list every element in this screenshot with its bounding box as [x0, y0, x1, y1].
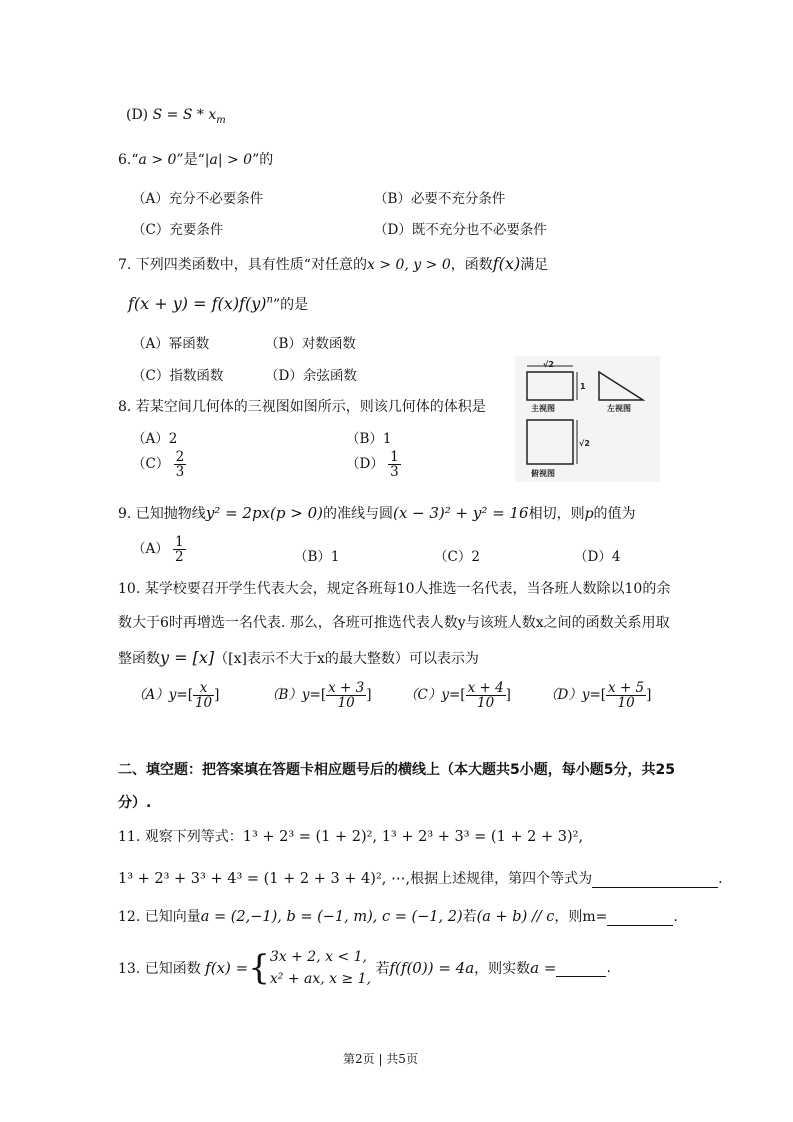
q13-answer-blank[interactable] [556, 960, 606, 977]
three-view-drawing [515, 356, 660, 482]
q6-condition-abs: |a| > 0 [204, 152, 253, 168]
q12-period: . [673, 909, 678, 925]
numerator: 2 [175, 449, 185, 465]
q8-option-d-label: （D） [346, 456, 384, 473]
q7-text-b: ，函数 [450, 257, 493, 273]
q13-function-name: f(x) = [205, 959, 249, 977]
q11-period: . [718, 871, 723, 887]
q9-option-a [132, 535, 186, 564]
q13-stem [118, 946, 611, 990]
q13-text-c: ，则实数 [474, 961, 531, 977]
front-height-label: 1 [580, 382, 586, 391]
q10-option-a-fraction [193, 681, 214, 710]
q9-option-d: （D）4 [574, 549, 621, 565]
q7-stem-line1 [118, 254, 548, 274]
q12-text-b: 若 [462, 909, 477, 925]
q10-option-c: （C）y=[ $\frac{x + 4}{10}$ ] [404, 680, 511, 712]
q8-option-c-fraction [174, 450, 187, 479]
q7-condition: x > 0, y > 0 [366, 257, 451, 273]
q13-condition: f(f(0)) = 4a [389, 959, 475, 977]
q6-option-a: （A）充分不必要条件 [132, 191, 264, 207]
q6-text-end: ”的 [252, 152, 274, 168]
q9-option-a-fraction [173, 535, 186, 564]
denominator: 10 [326, 695, 366, 710]
q7-option-d: （D）余弦函数 [265, 368, 357, 384]
front-width-label: √2 [543, 360, 554, 369]
q9-text-b: 的准线与圆 [322, 506, 393, 522]
q9-text-d: 的值为 [593, 506, 636, 522]
top-view-label: 俯视图 [531, 469, 555, 478]
q5-option-d [126, 107, 226, 126]
q7-option-a: （A）幂函数 [132, 336, 210, 352]
q6-text: ”是“ [176, 152, 205, 168]
q8-option-b: （B）1 [346, 431, 392, 447]
subscript-m: m [216, 114, 226, 126]
q7-option-b: （B）对数函数 [265, 336, 356, 352]
numerator: x [199, 680, 208, 696]
three-view-figure [515, 356, 660, 482]
top-view-square [527, 420, 573, 464]
q8-option-d-fraction [388, 450, 401, 479]
side-view-label: 左视图 [607, 404, 631, 413]
q9-stem [118, 503, 636, 523]
q10-option-b: （B）y=[ $\frac{x + 3}{10}$ ] [265, 680, 372, 712]
q13-period: . [606, 960, 611, 976]
numerator: 1 [390, 449, 399, 465]
q10-option-a: （A）y=[ $\frac{x}{10}$ ] [132, 680, 220, 712]
q6-quote-open: “ [131, 152, 139, 168]
q5-option-d-formula: S = S * x [152, 107, 217, 123]
denominator: 10 [466, 695, 506, 710]
left-brace: { [248, 948, 270, 988]
q13-piecewise-cases [270, 946, 371, 990]
q10-floor-function: y = [x] [160, 648, 215, 667]
q10-text: 整函数 [118, 651, 160, 667]
q13-a-equals: a = [530, 959, 557, 977]
denominator: 2 [175, 549, 184, 566]
q8-option-d [346, 450, 401, 479]
q10-text-end: （[x]表示不大于x的最大整数）可以表示为 [214, 651, 479, 667]
numerator: x + 5 [608, 680, 645, 696]
q12-answer-blank[interactable] [607, 925, 673, 926]
q10-option-d-fraction [606, 681, 646, 710]
q7-text-c: 满足 [520, 257, 549, 273]
q9-text-c: 相切，则 [528, 506, 585, 522]
q10-line1: 10. 某学校要召开学生代表大会，规定各班每10人推选一名代表，当各班人数除以10的余 [118, 581, 671, 597]
q12-parallel-condition: (a + b) // c [476, 909, 555, 925]
denominator: 10 [194, 695, 213, 712]
q11-text-b: 根据上述规律，第四个等式为 [410, 871, 593, 887]
q9-option-a-label: （A） [132, 541, 169, 558]
q6-stem [118, 149, 273, 169]
q5-option-d-label: (D) [126, 107, 149, 123]
q8-option-c-label: （C） [132, 456, 170, 473]
q9-parabola: y² = 2px(p > 0) [205, 504, 323, 522]
front-view-label: 主视图 [531, 404, 555, 413]
top-depth-label: √2 [579, 439, 590, 448]
q8-stem: 8. 若某空间几何体的三视图如图所示，则该几何体的体积是 [118, 399, 486, 415]
q8-option-a: （A）2 [132, 431, 178, 447]
q8-option-c [132, 450, 186, 479]
numerator: x + 4 [467, 680, 504, 696]
q10-option-b-label: （B）y= [265, 687, 321, 704]
numerator: 1 [175, 534, 184, 550]
q10-option-d: （D）y=[ $\frac{x + 5}{10}$ ] [544, 680, 652, 712]
q7-text-end: ”的是 [272, 297, 309, 313]
q9-p: p [584, 506, 594, 522]
q11-line1 [118, 826, 583, 846]
q6-option-c: （C）充要条件 [132, 222, 224, 238]
q9-text: 9. 已知抛物线 [118, 506, 206, 522]
denominator: 3 [175, 464, 185, 481]
q9-option-b: （B）1 [294, 549, 340, 565]
q7-text: 7. 下列四类函数中，具有性质“对任意的 [118, 257, 367, 273]
denominator: 10 [606, 695, 646, 710]
q13-case-1: 3x + 2, x < 1, [269, 949, 367, 965]
q7-option-c: （C）指数函数 [132, 368, 224, 384]
q12-stem [118, 906, 678, 926]
superscript-n: n [266, 294, 273, 306]
q10-option-d-label: （D）y= [544, 687, 601, 704]
q11-equation-3: 1³ + 2³ + 3³ + 4³ = (1 + 2 + 3 + 4)², ⋯, [118, 871, 411, 887]
q7-stem-line2 [128, 294, 308, 314]
q7-property-formula: f(x + y) = f(x)f(y) [128, 294, 267, 313]
q11-line2 [118, 868, 723, 888]
side-view-triangle [599, 372, 643, 400]
q10-line2: 数大于6时再增选一名代表. 那么，各班可推选代表人数y与该班人数x之间的函数关系用取 [118, 615, 670, 631]
q9-circle: (x − 3)² + y² = 16 [392, 504, 529, 522]
q12-vectors: a = (2,−1), b = (−1, m), c = (−1, 2) [200, 909, 463, 925]
section-2-heading-line2: 分）. [118, 795, 152, 811]
q9-option-c: （C）2 [434, 549, 480, 565]
q6-number: 6. [118, 152, 132, 168]
front-view-rect [527, 372, 573, 400]
q10-option-b-fraction [326, 681, 366, 710]
section-2-heading-line1: 二、填空题：把答案填在答题卡相应题号后的横线上（本大题共5小题，每小题5分，共25 [118, 762, 675, 778]
q11-text: 11. 观察下列等式： [118, 829, 243, 845]
q6-option-d: （D）既不充分也不必要条件 [374, 222, 547, 238]
q12-text-c: ，则m= [554, 909, 608, 925]
q10-option-c-fraction [466, 681, 506, 710]
page-footer: 第2页 | 共5页 [343, 1052, 418, 1066]
q13-case-2: x² + ax, x ≥ 1, [269, 971, 372, 987]
q13-text: 13. 已知函数 [118, 961, 201, 977]
q10-line3 [118, 648, 479, 668]
denominator: 3 [390, 464, 399, 481]
q11-answer-blank[interactable] [592, 887, 718, 888]
q7-fx: f(x) [492, 254, 521, 273]
q13-text-b: 若 [375, 961, 390, 977]
q6-condition-a: a > 0 [138, 152, 177, 168]
q10-option-c-label: （C）y= [404, 687, 461, 704]
numerator: x + 3 [328, 680, 365, 696]
q12-text: 12. 已知向量 [118, 909, 201, 925]
q6-option-b: （B）必要不充分条件 [374, 191, 506, 207]
q10-option-a-label: （A）y= [132, 687, 188, 704]
q11-equations: 1³ + 2³ = (1 + 2)², 1³ + 2³ + 3³ = (1 + 2 + 3)², [242, 829, 584, 845]
